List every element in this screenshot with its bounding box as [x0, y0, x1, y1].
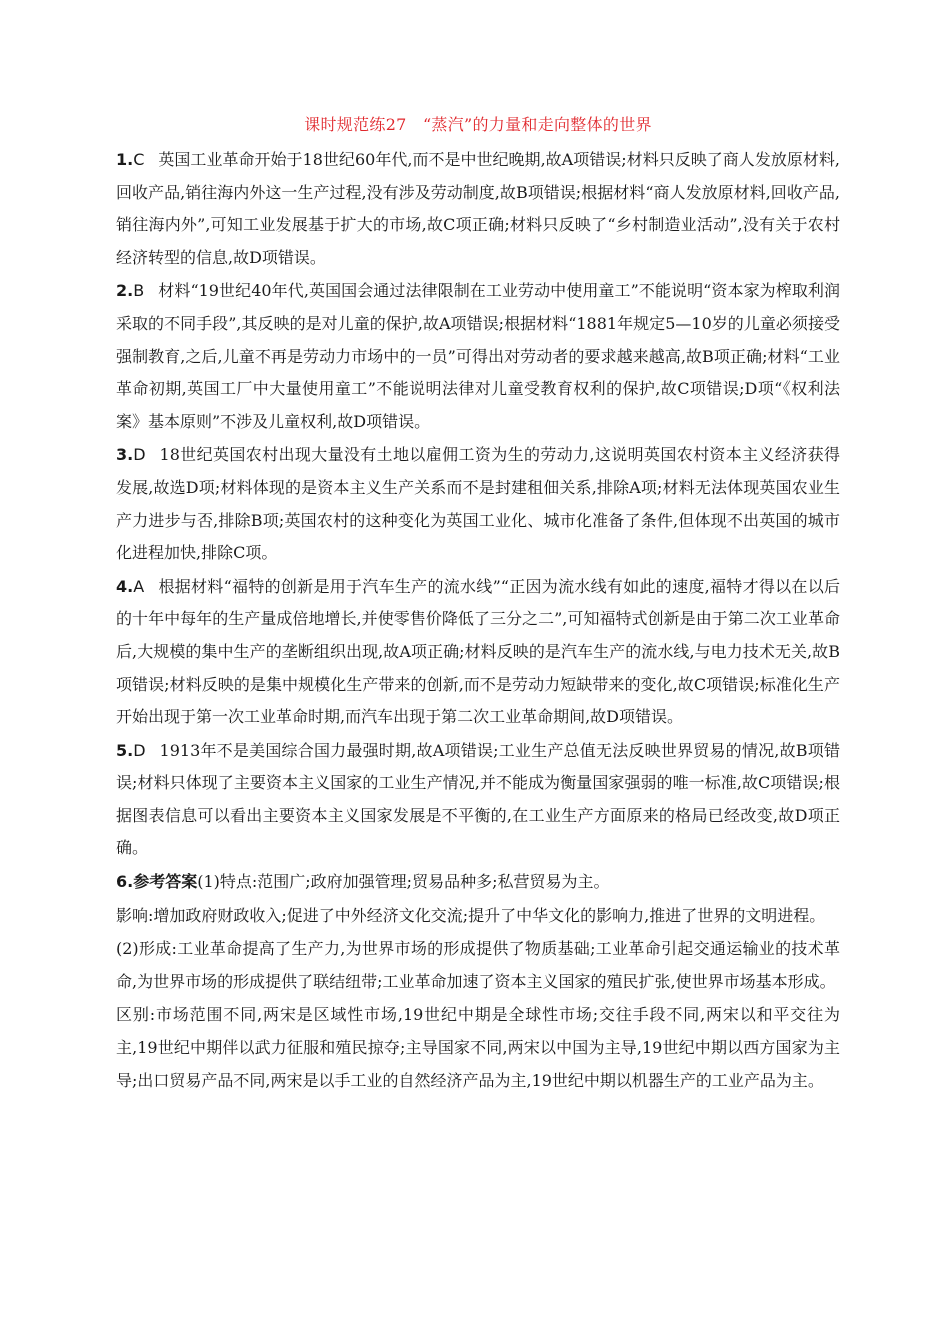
item-number: 3. — [116, 445, 134, 465]
answer-item-5 — [116, 735, 840, 865]
item-explanation: 材料“19世纪40年代,英国国会通过法律限制在工业劳动中使用童工”不能说明“资本家为榨取利润采取的不同手段”,其反映的是对儿童的保护,故A项错误;根据材料“1881年规定5—10岁的儿童必须接受强制教育,之后,儿童不再是劳动力市场中的一员”可得出对劳动者的要求越来越高,故B项正确;材料“工业革命初期,英国工厂中大量使用童工”不能说明法律对儿童受教育权利的保护,故C项错误;D项“《权利法案》基本原则”不涉及儿童权利,故D项错误。 — [116, 281, 840, 431]
answer-item-2 — [116, 275, 840, 438]
item-number: 2. — [116, 281, 134, 301]
item-answer: A — [133, 576, 145, 596]
answer-item-1 — [116, 144, 840, 274]
item-6-para-4: 区别:市场范围不同,两宋是区域性市场,19世纪中期是全球性市场;交往手段不同,两宋以和平交往为主,19世纪中期伴以武力征服和殖民掠夺;主导国家不同,两宋以中国为主导,19世纪中期以西方国家为主导;出口贸易产品不同,两宋是以手工业的自然经济产品为主,19世纪中期以机器生产的工业产品为主。 — [116, 1005, 840, 1090]
item-explanation: 根据材料“福特的创新是用于汽车生产的流水线”“正因为流水线有如此的速度,福特才得以在以后的十年中每年的生产量成倍地增长,并使零售价降低了三分之二”,可知福特式创新是由于第二次工业革命后,大规模的集中生产的垄断组织出现,故A项正确;材料反映的是汽车生产的流水线,与电力技术无关,故B项错误;材料反映的是集中规模化生产带来的创新,而不是劳动力短缺带来的变化,故C项错误;标准化生产开始出现于第一次工业革命时期,而汽车出现于第二次工业革命期间,故D项错误。 — [116, 576, 840, 727]
item-number: 1. — [116, 150, 134, 169]
page-title: 课时规范练27 “蒸汽”的力量和走向整体的世界 — [304, 115, 652, 134]
answer-item-4 — [116, 571, 840, 734]
item-answer: D — [133, 445, 146, 465]
item-answer: D — [133, 740, 146, 760]
answer-page — [116, 110, 840, 1098]
item-number: 6. — [116, 872, 134, 892]
item-explanation: 18世纪英国农村出现大量没有土地以雇佣工资为生的劳动力,这说明英国农村资本主义经济获得发展,故选D项;材料体现的是资本主义生产关系而不是封建租佃关系,排除A项;材料无法体现英国农业生产力进步与否,排除B项;英国农村的这种变化为英国工业化、城市化准备了条件,但体现不出英国的城市化进程加快,排除C项。 — [116, 445, 840, 563]
item-number: 4. — [116, 576, 134, 596]
item-answer: B — [133, 281, 145, 301]
item-6-para-3: (2)形成:工业革命提高了生产力,为世界市场的形成提供了物质基础;工业革命引起交通运输业的技术革命,为世界市场的形成提供了联结纽带;工业革命加速了资本主义国家的殖民扩张,使世界市场基本形成。 — [116, 939, 840, 991]
answer-item-6 — [116, 866, 840, 899]
item-explanation: 英国工业革命开始于18世纪60年代,而不是中世纪晚期,故A项错误;材料只反映了商人发放原材料,回收产品,销往海内外这一生产过程,没有涉及劳动制度,故B项错误;根据材料“商人发放原材料,回收产品,销往海内外”,可知工业发展基于扩大的市场,故C项正确;材料只反映了“乡村制造业活动”,没有关于农村经济转型的信息,故D项错误。 — [116, 150, 840, 267]
item-answer: C — [133, 150, 145, 169]
item-number: 5. — [116, 740, 134, 760]
answer-item-3 — [116, 439, 840, 569]
reference-answer-label: 参考答案 — [133, 872, 198, 892]
item-explanation: 1913年不是美国综合国力最强时期,故A项错误;工业生产总值无法反映世界贸易的情况,故B项错误;材料只体现了主要资本主义国家的工业生产情况,并不能成为衡量国家强弱的唯一标准,故C项错误;根据图表信息可以看出主要资本主义国家发展是不平衡的,在工业生产方面原来的格局已经改变,故D项正确。 — [116, 740, 840, 858]
item-6-para-1: (1)特点:范围广;政府加强管理;贸易品种多;私营贸易为主。 — [197, 872, 610, 892]
item-6-para-2: 影响:增加政府财政收入;促进了中外经济文化交流;提升了中华文化的影响力,推进了世界的文明进程。 — [116, 905, 826, 925]
